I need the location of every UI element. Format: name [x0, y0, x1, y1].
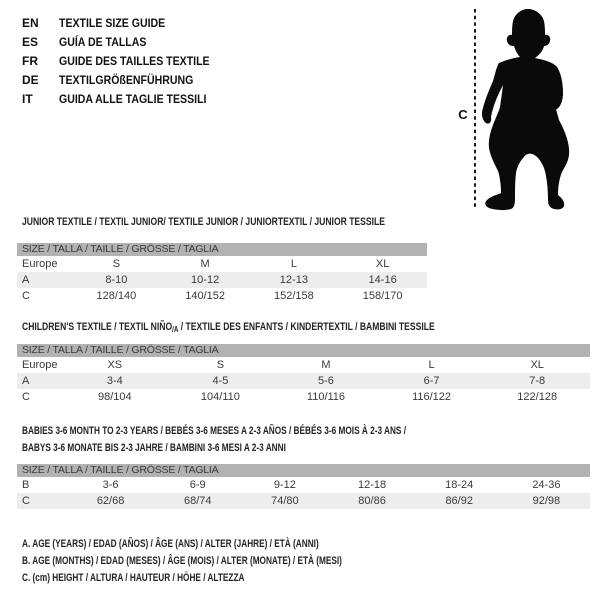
table-row-age: [17, 272, 427, 288]
table-cell: 80/86: [328, 493, 415, 509]
lang-code: IT: [22, 92, 33, 106]
table-cell: 110/116: [306, 391, 346, 403]
junior-table-title: JUNIOR TEXTILE / TEXTIL JUNIOR/ TEXTILE JUNIOR / JUNIORTEXTIL / JUNIOR TESSILE: [22, 216, 385, 228]
lang-code: EN: [22, 16, 39, 30]
table-cell: XL: [375, 258, 390, 270]
lang-label: GUIDE DES TAILLES TEXTILE: [59, 54, 210, 68]
table-cell: 68/74: [154, 493, 241, 509]
table-cell: 10-12: [161, 272, 250, 288]
junior-size-table: [17, 243, 427, 304]
table-cell: 152/158: [273, 290, 314, 302]
row-label: Europe: [22, 258, 58, 270]
table-cell: 14-16: [338, 272, 427, 288]
table-cell: M: [200, 258, 210, 270]
row-label: A: [17, 272, 72, 288]
table-cell: L: [428, 359, 435, 371]
table-row-age-months: [17, 477, 590, 493]
lang-label: TEXTILGRÖßENFÜHRUNG: [59, 73, 194, 87]
legend-notes: [22, 536, 449, 587]
lang-label: TEXTILE SIZE GUIDE: [59, 16, 166, 30]
height-measure-figure: [450, 0, 590, 216]
table-cell: 3-4: [62, 373, 168, 389]
size-header: SIZE / TALLA / TAILLE / GRÖSSE / TAGLIA: [17, 464, 590, 477]
table-row-height: [17, 389, 590, 405]
lang-code: ES: [22, 35, 39, 49]
toddler-silhouette-icon: [480, 5, 578, 212]
table-cell: 158/170: [362, 290, 403, 302]
lang-label: GUÍA DE TALLAS: [59, 35, 147, 49]
table-cell: 104/110: [200, 391, 240, 403]
nino-a-subscript: /A: [172, 325, 179, 334]
table-cell: 122/128: [517, 391, 558, 403]
lang-row-de: [22, 71, 230, 90]
lang-label: GUIDA ALLE TAGLIE TESSILI: [59, 92, 207, 106]
table-cell: L: [290, 258, 297, 270]
lang-code: DE: [22, 73, 39, 87]
table-row-height: [17, 288, 427, 304]
table-cell: 74/80: [241, 493, 328, 509]
legend-line-a: A. AGE (YEARS) / EDAD (AÑOS) / ÂGE (ANS) / ALTER (JAHRE) / ETÀ (ANNI): [22, 538, 319, 550]
table-cell: 128/140: [96, 290, 137, 302]
table-cell: 140/152: [185, 290, 225, 302]
table-cell: M: [321, 359, 331, 371]
table-cell: S: [216, 359, 225, 371]
language-title-list: [22, 14, 230, 109]
lang-row-en: [22, 14, 230, 33]
height-dashed-line: [472, 9, 478, 207]
table-cell: 12-13: [250, 272, 339, 288]
lang-row-es: [22, 33, 230, 52]
row-label: C: [17, 493, 67, 509]
height-c-label: C: [458, 107, 468, 122]
size-header: SIZE / TALLA / TAILLE / GRÖSSE / TAGLIA: [17, 344, 590, 357]
row-label: B: [22, 479, 30, 491]
table-cell: 24-36: [532, 479, 561, 491]
babies-size-table: [17, 464, 590, 509]
size-header: SIZE / TALLA / TAILLE / GRÖSSE / TAGLIA: [17, 243, 427, 256]
lang-row-fr: [22, 52, 230, 71]
table-row-europe: [17, 256, 427, 272]
table-row-age: [17, 373, 590, 389]
row-label: A: [17, 373, 62, 389]
size-header-row: [17, 344, 590, 357]
table-cell: 5-6: [273, 373, 379, 389]
table-cell: 4-5: [168, 373, 274, 389]
size-header-row: [17, 464, 590, 477]
size-header-row: [17, 243, 427, 256]
table-cell: 18-24: [445, 479, 474, 491]
table-cell: 3-6: [102, 479, 119, 491]
table-cell: 9-12: [273, 479, 296, 491]
table-cell: 92/98: [503, 493, 590, 509]
table-cell: 62/68: [67, 493, 154, 509]
table-cell: 8-10: [72, 272, 161, 288]
table-cell: XS: [107, 359, 123, 371]
row-label: C: [22, 290, 30, 302]
row-label: C: [22, 391, 30, 403]
table-cell: 86/92: [416, 493, 503, 509]
table-cell: 98/104: [97, 391, 132, 403]
table-cell: 6-9: [189, 479, 206, 491]
table-cell: 12-18: [357, 479, 387, 491]
table-cell: 7-8: [484, 373, 590, 389]
children-table-title: CHILDREN'S TEXTILE / TEXTIL NIÑO/A / TEXTILE DES ENFANTS / KINDERTEXTIL / BAMBINI TESSILE: [22, 321, 435, 334]
table-cell: 116/122: [412, 391, 452, 403]
babies-table-title: BABIES 3-6 MONTH TO 2-3 YEARS / BEBÉS 3-6 MESES A 2-3 AÑOS / BÉBÉS 3-6 MOIS À 2-3 ANS / BABYS 3-6 MONATE BIS 2-3 JAHRE / BAMBINI 3-6 MESI A 2-3 ANNI: [22, 425, 407, 454]
table-cell: 6-7: [379, 373, 485, 389]
lang-code: FR: [22, 54, 38, 68]
row-label: Europe: [22, 359, 58, 371]
table-row-europe: [17, 357, 590, 373]
legend-line-b: B. AGE (MONTHS) / EDAD (MESES) / ÂGE (MOIS) / ALTER (MONATE) / ETÀ (MESI): [22, 555, 342, 567]
legend-line-c: C. (cm) HEIGHT / ALTURA / HAUTEUR / HÖHE / ALTEZZA: [22, 572, 245, 584]
children-size-table: [17, 344, 590, 405]
table-cell: XL: [530, 359, 544, 371]
table-row-height: [17, 493, 590, 509]
table-cell: S: [112, 258, 121, 270]
lang-row-it: [22, 90, 230, 109]
